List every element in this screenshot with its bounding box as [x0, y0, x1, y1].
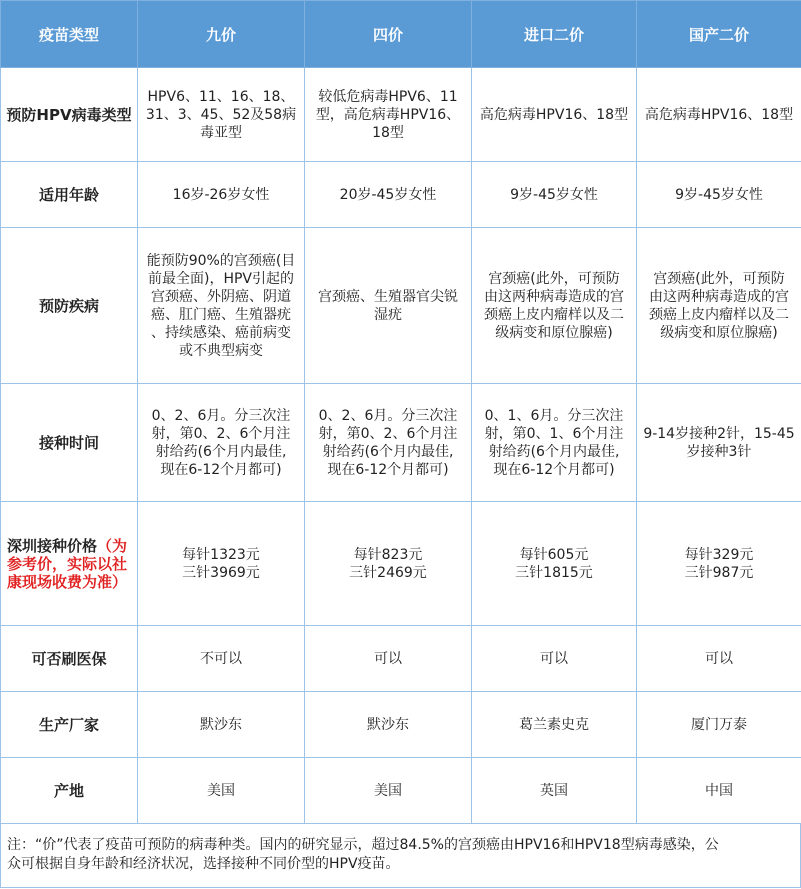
row-origin: [1, 758, 801, 824]
header-domestic-bivalent: 国产二价: [637, 1, 801, 68]
cell-line: 高危病毒HPV16、18型: [644, 106, 794, 123]
row-label: 适用年龄: [1, 162, 138, 228]
cell-line: 31、3、45、52及58病: [145, 106, 297, 123]
cell-content: [519, 716, 589, 734]
table-cell: [637, 162, 801, 228]
table-cell: [138, 162, 305, 228]
cell-content: [146, 88, 296, 142]
cell-content: [705, 782, 733, 800]
row-label: 可否刷医保: [1, 626, 138, 692]
cell-line: 宫颈癌(此外，可预防: [488, 270, 620, 287]
cell-line: 20岁-45岁女性: [339, 186, 437, 203]
table-cell: [305, 162, 472, 228]
table-cell: [472, 228, 637, 384]
cell-content: [649, 270, 789, 342]
cell-content: [207, 782, 235, 800]
table-cell: [138, 68, 305, 162]
cell-line: 默沙东: [367, 716, 409, 733]
cell-content: [643, 425, 794, 461]
table-cell: [472, 502, 637, 626]
cell-line: 0、1、6月。分三次注: [484, 407, 624, 424]
header-nine-valent: 九价: [138, 1, 305, 68]
table-cell: [305, 758, 472, 824]
cell-line: 可以: [374, 650, 402, 667]
table-cell: [138, 502, 305, 626]
cell-line: 三针2469元: [349, 564, 427, 581]
cell-content: [540, 650, 568, 668]
cell-line: 9岁-45岁女性: [510, 186, 598, 203]
cell-line: 0、2、6月。分三次注: [151, 407, 291, 424]
table-cell: [305, 502, 472, 626]
cell-line: 9-14岁接种2针，15-45: [643, 425, 795, 442]
cell-content: [367, 716, 409, 734]
cell-line: 现在6-12个月都可): [493, 461, 615, 478]
table-cell: [138, 626, 305, 692]
row-label-text: 深圳接种价格: [7, 536, 98, 555]
cell-line: 英国: [540, 782, 568, 799]
table-cell: [637, 228, 801, 384]
cell-line: 颈癌上皮内瘤样以及二: [484, 306, 624, 323]
table-cell: [305, 384, 472, 502]
row-manufacturer: [1, 692, 801, 758]
cell-line: 射，第0、1、6个月注: [484, 425, 624, 442]
table-cell: [138, 692, 305, 758]
cell-line: 现在6-12个月都可): [327, 461, 449, 478]
cell-line: 或不典型病变: [179, 342, 263, 359]
cell-line: 宫颈癌(此外，可预防: [653, 270, 785, 287]
table-cell: [305, 68, 472, 162]
cell-content: [200, 650, 242, 668]
cell-content: [318, 288, 458, 324]
table-cell: [637, 692, 801, 758]
cell-line: 每针329元: [684, 546, 754, 563]
table-cell: [637, 68, 801, 162]
cell-line: 宫颈癌、生殖器官尖锐: [318, 288, 458, 305]
cell-line: 可以: [540, 650, 568, 667]
cell-content: [316, 88, 460, 142]
cell-line: 18型: [372, 124, 404, 141]
table-cell: [305, 228, 472, 384]
cell-line: 能预防90%的宫颈癌(目: [146, 252, 296, 269]
table-cell: [138, 758, 305, 824]
cell-content: [645, 106, 793, 124]
header-imported-bivalent: 进口二价: [472, 1, 637, 68]
cell-content: [152, 407, 291, 479]
row-price: [1, 502, 801, 626]
cell-line: 三针1815元: [515, 564, 593, 581]
table-cell: [637, 384, 801, 502]
table-cell: [472, 384, 637, 502]
table-cell: [138, 384, 305, 502]
cell-content: [515, 546, 593, 582]
table-cell: [472, 692, 637, 758]
cell-line: 癌、肛门癌、生殖器疣: [151, 306, 291, 323]
cell-line: 型，高危病毒HPV16、: [315, 106, 461, 123]
cell-line: 0、2、6月。分三次注: [318, 407, 458, 424]
cell-content: [480, 106, 628, 124]
cell-line: 每针1323元: [182, 546, 260, 563]
cell-line: 9岁-45岁女性: [675, 186, 763, 203]
cell-content: [685, 546, 754, 582]
row-insurance: [1, 626, 801, 692]
cell-line: 每针605元: [519, 546, 589, 563]
footnote-line: 注：“价”代表了疫苗可预防的病毒种类。国内的研究显示，超过84.5%的宫颈癌由HPV16和HPV18型病毒感染，公: [7, 837, 719, 853]
cell-content: [705, 650, 733, 668]
cell-line: 三针3969元: [182, 564, 260, 581]
table-cell: [472, 758, 637, 824]
cell-content: [200, 716, 242, 734]
cell-line: 葛兰素史克: [519, 716, 589, 733]
cell-content: [485, 407, 624, 479]
cell-content: [173, 186, 270, 204]
cell-line: 可以: [705, 650, 733, 667]
cell-content: [484, 270, 624, 342]
cell-content: [374, 650, 402, 668]
cell-content: [340, 186, 437, 204]
footnote: [0, 824, 801, 888]
footnote-line: 众可根据自身年龄和经济状况，选择接种不同价型的HPV疫苗。: [7, 856, 400, 872]
cell-line: 三针987元: [684, 564, 754, 581]
cell-line: 厦门万泰: [691, 716, 747, 733]
row-label: [1, 502, 138, 626]
cell-line: 默沙东: [200, 716, 242, 733]
cell-line: 不可以: [200, 650, 242, 667]
cell-line: 前最全面)，HPV引起的: [147, 270, 294, 287]
cell-line: 中国: [705, 782, 733, 799]
cell-content: [349, 546, 427, 582]
cell-content: [147, 252, 296, 360]
cell-content: [691, 716, 747, 734]
cell-line: 级病变和原位腺癌): [495, 324, 613, 341]
cell-line: 湿疣: [374, 306, 402, 323]
cell-line: 由这两种病毒造成的宫: [484, 288, 624, 305]
cell-content: [182, 546, 260, 582]
header-vaccine-type: 疫苗类型: [1, 1, 138, 68]
table-cell: [637, 626, 801, 692]
row-label: 预防疾病: [1, 228, 138, 384]
cell-line: 每针823元: [353, 546, 423, 563]
cell-line: HPV6、11、16、18、: [147, 88, 295, 105]
cell-line: 级病变和原位腺癌): [660, 324, 778, 341]
table-cell: [472, 162, 637, 228]
cell-line: 美国: [374, 782, 402, 799]
cell-line: 射给药(6个月内最佳,: [322, 443, 454, 460]
cell-line: 、持续感染、癌前病变: [151, 324, 291, 341]
header-row: [1, 1, 801, 68]
row-label: 生产厂家: [1, 692, 138, 758]
row-label: 预防HPV病毒类型: [1, 68, 138, 162]
cell-content: [374, 782, 402, 800]
cell-line: 美国: [207, 782, 235, 799]
table-cell: [305, 692, 472, 758]
table-cell: [472, 68, 637, 162]
cell-line: 岁接种3针: [686, 443, 752, 460]
cell-line: 16岁-26岁女性: [172, 186, 270, 203]
row-label: 接种时间: [1, 384, 138, 502]
table-cell: [138, 228, 305, 384]
table-cell: [637, 758, 801, 824]
cell-content: [540, 782, 568, 800]
cell-line: 颈癌上皮内瘤样以及二: [649, 306, 789, 323]
price-disclaimer: （为参考价，实际以社康现场收费为准）: [7, 536, 128, 591]
row-diseases: [1, 228, 801, 384]
cell-line: 毒亚型: [199, 124, 242, 141]
cell-line: 由这两种病毒造成的宫: [649, 288, 789, 305]
row-schedule: [1, 384, 801, 502]
table-cell: [305, 626, 472, 692]
table-cell: [637, 502, 801, 626]
cell-line: 射给药(6个月内最佳,: [488, 443, 620, 460]
cell-line: 射，第0、2、6个月注: [151, 425, 291, 442]
cell-content: [319, 407, 458, 479]
cell-line: 现在6-12个月都可): [160, 461, 282, 478]
row-age: [1, 162, 801, 228]
cell-line: 射，第0、2、6个月注: [318, 425, 458, 442]
row-label: 产地: [1, 758, 138, 824]
cell-line: 宫颈癌、外阴癌、阴道: [151, 288, 291, 305]
row-hpv-types: [1, 68, 801, 162]
cell-line: 较低危病毒HPV6、11: [318, 88, 458, 105]
cell-content: [510, 186, 598, 204]
cell-line: 射给药(6个月内最佳,: [155, 443, 287, 460]
cell-content: [675, 186, 763, 204]
table-cell: [472, 626, 637, 692]
header-four-valent: 四价: [305, 1, 472, 68]
cell-line: 高危病毒HPV16、18型: [479, 106, 629, 123]
